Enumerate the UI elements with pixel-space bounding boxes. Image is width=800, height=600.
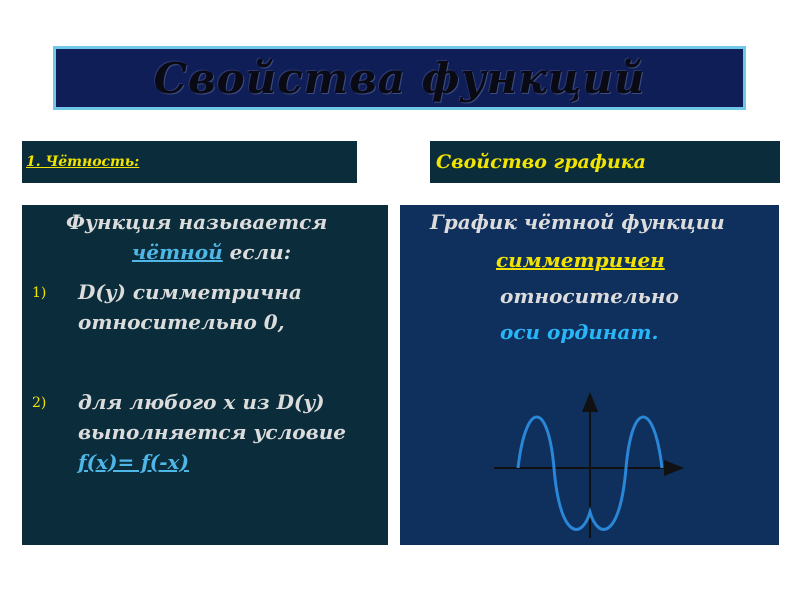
item-2-line-1: для любого x из D(y) [78, 390, 325, 414]
ordinate-axis-text: оси ординат [500, 320, 652, 344]
even-link[interactable]: чётной [132, 240, 223, 264]
property-line-3: относительно [500, 284, 679, 308]
left-section-header [22, 141, 357, 183]
item-2-number: 2) [32, 395, 47, 411]
intro-line-2 [132, 239, 291, 265]
symmetric-highlight: симметричен [496, 248, 665, 272]
condition-link[interactable]: f(x)= f(-x) [78, 450, 189, 474]
item-1-line-2: относительно 0, [78, 310, 285, 334]
item-1-line-1: D(y) симметрична [78, 280, 302, 304]
right-header-text: Свойство графика [436, 151, 646, 173]
intro-line-2-rest: если: [222, 240, 292, 264]
property-line-4 [500, 319, 658, 345]
even-function-graph [490, 390, 690, 540]
property-line-2 [496, 247, 665, 273]
intro-line-1: Функция называется [66, 210, 328, 234]
slide-title: Свойства функций [153, 53, 646, 103]
definition-panel [22, 205, 388, 545]
graph-property-panel [400, 205, 779, 545]
right-section-header [430, 141, 780, 183]
item-1-number: 1) [32, 285, 47, 301]
property-line-1: График чётной функции [430, 210, 725, 234]
item-2-line-3 [78, 449, 189, 475]
period: . [651, 320, 659, 344]
left-header-text: 1. Чётность: [26, 154, 140, 170]
item-2-line-2: выполняется условие [78, 420, 346, 444]
slide-title-box [53, 46, 746, 110]
